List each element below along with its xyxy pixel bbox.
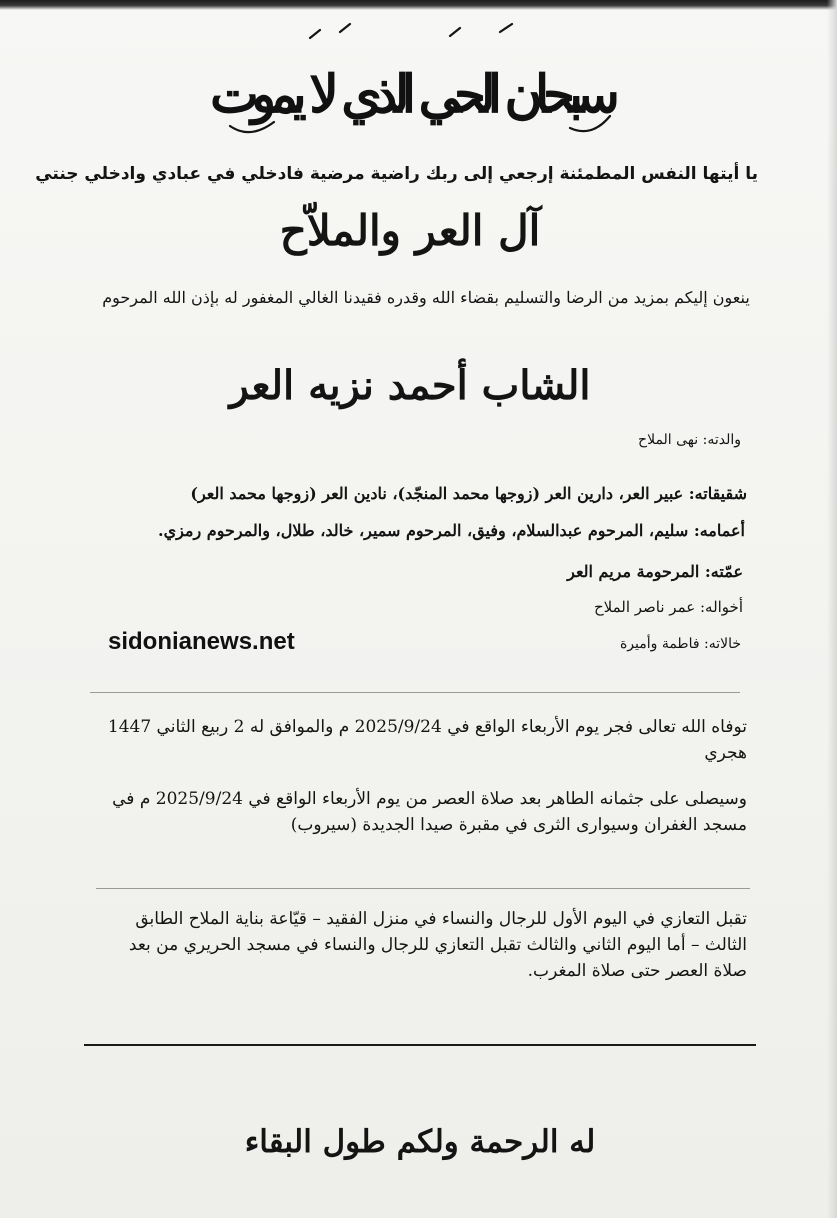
relative-paternal-uncles: أعمامه: سليم، المرحوم عبدالسلام، وفيق، المرحوم سمير، خالد، طلال، والمرحوم رمزي.	[158, 521, 745, 540]
death-details: توفاه الله تعالى فجر يوم الأربعاء الواقع في 2025/9/24 م والموافق له 2 ربيع الثاني 1447 هجري	[107, 717, 747, 763]
website-watermark: sidonianews.net	[108, 628, 295, 655]
announcement-text: ينعون إليكم بمزيد من الرضا والتسليم بقضاء الله وقدره فقيدنا الغالي المغفور له بإذن الله المرحوم	[102, 288, 750, 307]
calligraphy-text: سبحان الحي الذي لا يموت	[210, 64, 620, 125]
relative-mother: والدته: نهى الملاح	[638, 432, 741, 448]
deceased-name: الشاب أحمد نزيه العر	[229, 362, 591, 409]
calligraphy-header	[200, 8, 630, 158]
family-name: آل العر والملاّح	[279, 206, 541, 255]
prayer-details: وسيصلى على جثمانه الطاهر بعد صلاة العصر من يوم الأربعاء الواقع في 2025/9/24 م في مسجد الغفران وسيوارى الثرى في مقبرة صيدا الجديدة (سيروب)	[112, 789, 747, 835]
divider	[96, 888, 750, 889]
closing-phrase: له الرحمة ولكم طول البقاء	[244, 1124, 596, 1160]
relative-paternal-aunt: عمّته: المرحومة مريم العر	[567, 562, 743, 581]
relative-sisters: شقيقاته: عبير العر، دارين العر (زوجها محمد المنجّد)، نادين العر (زوجها محمد العر)	[190, 484, 747, 503]
condolence-details: تقبل التعازي في اليوم الأول للرجال والنساء في منزل الفقيد – قيّاعة بناية الملاح الطابق الثالث – أما اليوم الثاني والثالث تقبل التعازي للرجال والنساء في مسجد الحريري من بعد صلاة العصر حتى صلاة المغرب.	[128, 909, 747, 981]
divider	[90, 692, 740, 693]
relative-maternal-aunts: خالاته: فاطمة وأميرة	[619, 636, 741, 652]
scan-right-edge	[827, 0, 837, 1218]
relative-maternal-uncles: أخواله: عمر ناصر الملاح	[593, 598, 743, 616]
divider	[84, 1044, 756, 1046]
quran-verse: يا أيتها النفس المطمئنة إرجعي إلى ربك راضية مرضية فادخلي في عبادي وادخلي جنتي	[35, 164, 758, 184]
